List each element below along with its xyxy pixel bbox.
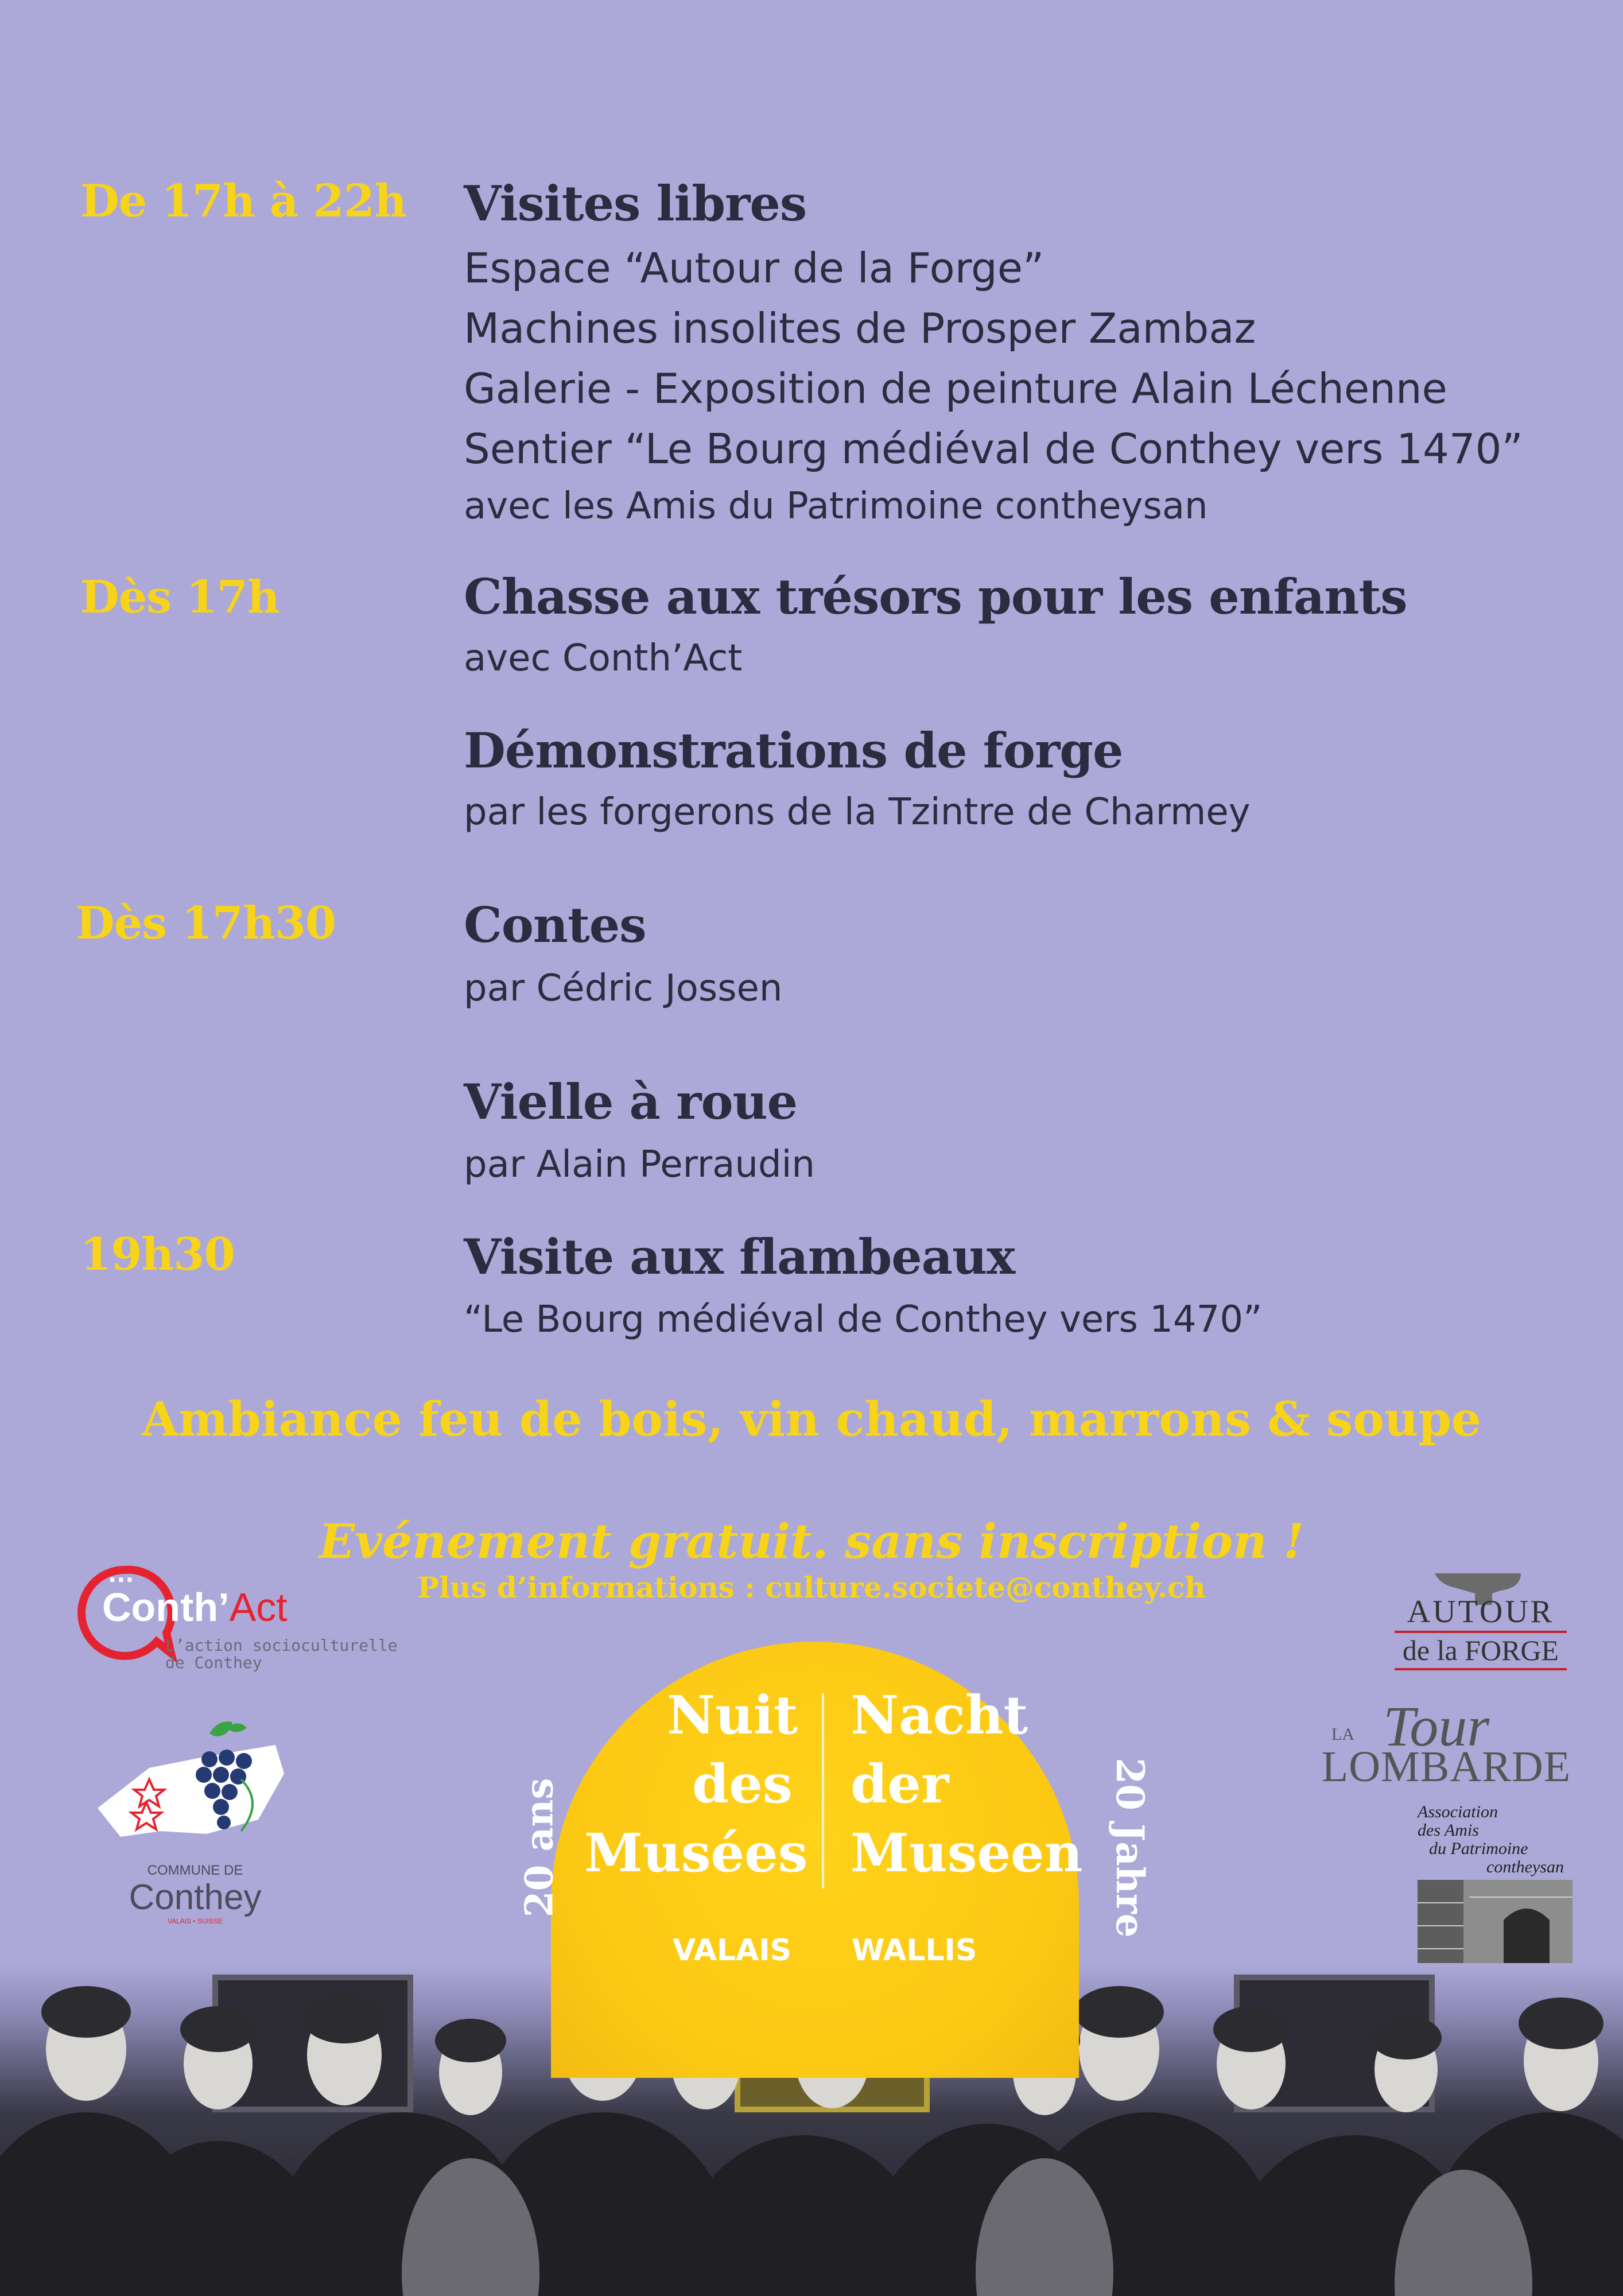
time-chasse: Dès 17h — [80, 571, 279, 623]
grapes-crest-icon — [86, 1711, 304, 1860]
autour-rule — [1395, 1668, 1567, 1670]
assoc-line: contheysan — [1486, 1857, 1564, 1876]
event-subtitle: par Cédric Jossen — [464, 967, 783, 1010]
region-fr: VALAIS — [673, 1933, 792, 1968]
event-subtitle: “Le Bourg médiéval de Conthey vers 1470” — [464, 1298, 1263, 1341]
nuit-line1: Nuit — [667, 1684, 798, 1746]
event-line: Sentier “Le Bourg médiéval de Conthey vers 1470” — [464, 425, 1523, 473]
disc-divider — [822, 1693, 824, 1888]
conthact-name — [102, 1584, 288, 1630]
time-contes: Dès 17h30 — [76, 897, 336, 949]
autour-line2: de la FORGE — [1402, 1634, 1559, 1666]
commune-label-tiny: VALAIS • SUISSE — [167, 1917, 223, 1925]
autour-line1: AUTOUR — [1407, 1594, 1555, 1630]
autour-rule — [1395, 1631, 1567, 1633]
assoc-line: des Amis — [1418, 1821, 1479, 1840]
event-title-vielle: Vielle à roue — [464, 1073, 798, 1130]
commune-label-big: Conthey — [129, 1878, 262, 1917]
ambiance-note: Ambiance feu de bois, vin chaud, marrons & soupe — [142, 1392, 1481, 1447]
assoc-line: Association — [1418, 1802, 1498, 1821]
free-event-note: Evénement gratuit. sans inscription ! — [319, 1514, 1304, 1569]
gateway-photo-icon — [1418, 1880, 1572, 1966]
conthact-name-b: Act — [229, 1585, 288, 1630]
commune-conthey-logo — [86, 1711, 304, 1929]
conthact-dots: ... — [108, 1561, 134, 1588]
commune-label-small: COMMUNE DE — [147, 1863, 243, 1878]
anniversary-de: 20 Jahre — [1107, 1758, 1152, 1938]
region-de: WALLIS — [852, 1933, 977, 1968]
time-visites-libres: De 17h à 22h — [80, 175, 406, 227]
event-title-flambeaux: Visite aux flambeaux — [464, 1228, 1015, 1285]
event-line: Espace “Autour de la Forge” — [464, 244, 1045, 292]
conthact-logo — [73, 1561, 398, 1676]
event-title-forge: Démonstrations de forge — [464, 722, 1123, 779]
anniversary-fr: 20 ans — [517, 1778, 562, 1918]
event-line: Machines insolites de Prosper Zambaz — [464, 304, 1256, 352]
event-line: Galerie - Exposition de peinture Alain Léchenne — [464, 364, 1447, 413]
event-subtitle: avec les Amis du Patrimoine contheysan — [464, 485, 1208, 528]
association-amis-patrimoine-logo — [1412, 1802, 1578, 1969]
tour-lombarde-word: LOMBARDE — [1321, 1743, 1571, 1791]
nuit-line2: des — [692, 1753, 793, 1815]
tour-la: LA — [1331, 1725, 1354, 1744]
nacht-line1: Nacht — [851, 1684, 1028, 1746]
conthact-tagline: de Conthey — [165, 1653, 262, 1672]
more-info-note: Plus d’informations : culture.societe@conthey.ch — [417, 1570, 1206, 1604]
event-subtitle: par les forgerons de la Tzintre de Charmey — [464, 791, 1251, 833]
nacht-line3: Museen — [851, 1822, 1083, 1884]
conthact-tagline: L’action socioculturelle — [165, 1636, 398, 1655]
event-subtitle: avec Conth’Act — [464, 637, 743, 680]
tour-lombarde-logo — [1320, 1693, 1572, 1791]
nuit-line3: Musées — [584, 1822, 808, 1884]
time-flambeaux: 19h30 — [80, 1228, 235, 1281]
event-subtitle: par Alain Perraudin — [464, 1143, 815, 1186]
event-title-contes: Contes — [464, 897, 646, 953]
tour-word: Tour — [1383, 1694, 1490, 1758]
assoc-line: du Patrimoine — [1429, 1839, 1528, 1858]
conthact-name-a: Conth’ — [102, 1585, 230, 1630]
nacht-line2: der — [851, 1753, 949, 1815]
autour-de-la-forge-logo — [1389, 1570, 1572, 1674]
event-title-visites-libres: Visites libres — [464, 175, 807, 232]
event-title-chasse: Chasse aux trésors pour les enfants — [464, 568, 1407, 625]
